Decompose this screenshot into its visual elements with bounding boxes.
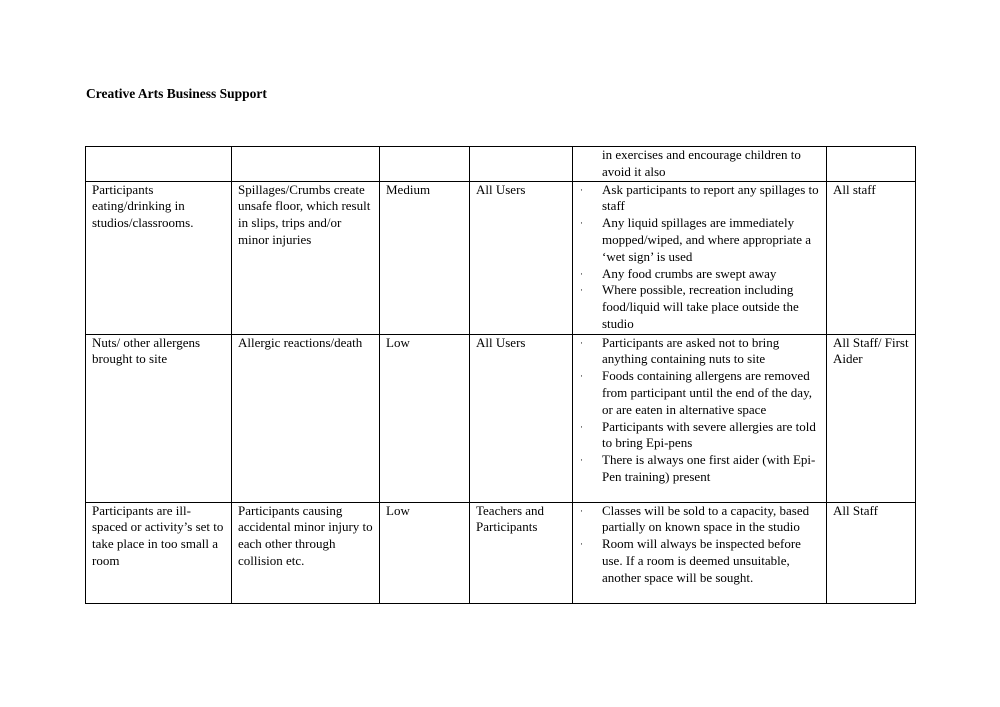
- table-row: [86, 334, 916, 502]
- responsible-cell: [827, 147, 916, 182]
- bullet-icon: ·: [580, 421, 583, 432]
- control-text: Where possible, recreation including food/liquid will take place outside the studio: [602, 282, 799, 331]
- hazard-cell: [86, 147, 232, 182]
- bullet-icon: ·: [580, 218, 583, 229]
- risk-level-cell: Low: [380, 334, 470, 502]
- who-at-risk-cell: All Users: [470, 334, 573, 502]
- responsible-cell: All Staff: [827, 502, 916, 603]
- bullet-icon: ·: [580, 285, 583, 296]
- hazard-cell: Nuts/ other allergens brought to site: [86, 334, 232, 502]
- control-text: There is always one first aider (with Epi-Pen training) present: [602, 452, 816, 484]
- controls-list: [579, 503, 820, 587]
- list-item: [579, 503, 820, 537]
- bullet-icon: ·: [580, 337, 583, 348]
- control-text: Classes will be sold to a capacity, based partially on known space in the studio: [602, 502, 810, 535]
- controls-cell: [573, 181, 827, 334]
- bullet-icon: ·: [580, 268, 583, 279]
- table-row-continuation: [86, 147, 916, 182]
- controls-list: [579, 335, 820, 486]
- risk-level-cell: Low: [380, 502, 470, 603]
- list-item: [579, 215, 820, 265]
- bullet-icon: ·: [580, 505, 583, 516]
- table-row: [86, 181, 916, 334]
- control-text: Room will always be inspected before use. If a room is deemed unsuitable, another space will be sought.: [602, 536, 801, 585]
- hazard-cell: Participants eating/drinking in studios/classrooms.: [86, 181, 232, 334]
- list-item: [579, 419, 820, 453]
- who-at-risk-cell: [470, 147, 573, 182]
- controls-continuation-text: in exercises and encourage children to avoid it also: [602, 147, 801, 179]
- responsible-cell: All staff: [827, 181, 916, 334]
- control-text: Participants with severe allergies are told to bring Epi-pens: [602, 418, 816, 451]
- list-item: [579, 536, 820, 586]
- list-item: [579, 452, 820, 486]
- risk-level-cell: Medium: [380, 181, 470, 334]
- risk-cell: Allergic reactions/death: [232, 334, 380, 502]
- risk-cell: Spillages/Crumbs create unsafe floor, which result in slips, trips and/or minor injuries: [232, 181, 380, 334]
- control-text: Participants are asked not to bring anything containing nuts to site: [602, 334, 780, 367]
- controls-list: [579, 182, 820, 333]
- hazard-cell: Participants are ill-spaced or activity’s set to take place in too small a room: [86, 502, 232, 603]
- bullet-icon: ·: [580, 455, 583, 466]
- bullet-icon: ·: [580, 539, 583, 550]
- risk-cell: [232, 147, 380, 182]
- controls-cell: [573, 334, 827, 502]
- bullet-icon: ·: [580, 184, 583, 195]
- list-item: [579, 335, 820, 369]
- risk-level-cell: [380, 147, 470, 182]
- bullet-icon: ·: [580, 371, 583, 382]
- control-text: Foods containing allergens are removed from participant until the end of the day, or are eaten in alternative space: [602, 368, 812, 417]
- control-text: Ask participants to report any spillages to staff: [602, 181, 819, 214]
- risk-assessment-table: [85, 146, 916, 604]
- table-row: [86, 502, 916, 603]
- document-title: Creative Arts Business Support: [86, 86, 267, 101]
- list-item: [579, 282, 820, 332]
- responsible-cell: All Staff/ First Aider: [827, 334, 916, 502]
- list-item: [579, 368, 820, 418]
- who-at-risk-cell: All Users: [470, 181, 573, 334]
- controls-cell: [573, 502, 827, 603]
- risk-cell: Participants causing accidental minor injury to each other through collision etc.: [232, 502, 380, 603]
- controls-cell: [573, 147, 827, 182]
- list-item: [579, 182, 820, 216]
- control-text: Any liquid spillages are immediately mopped/wiped, and where appropriate a ‘wet sign’ is used: [602, 215, 812, 264]
- control-text: Any food crumbs are swept away: [602, 265, 777, 281]
- who-at-risk-cell: Teachers and Participants: [470, 502, 573, 603]
- list-item: [579, 266, 820, 283]
